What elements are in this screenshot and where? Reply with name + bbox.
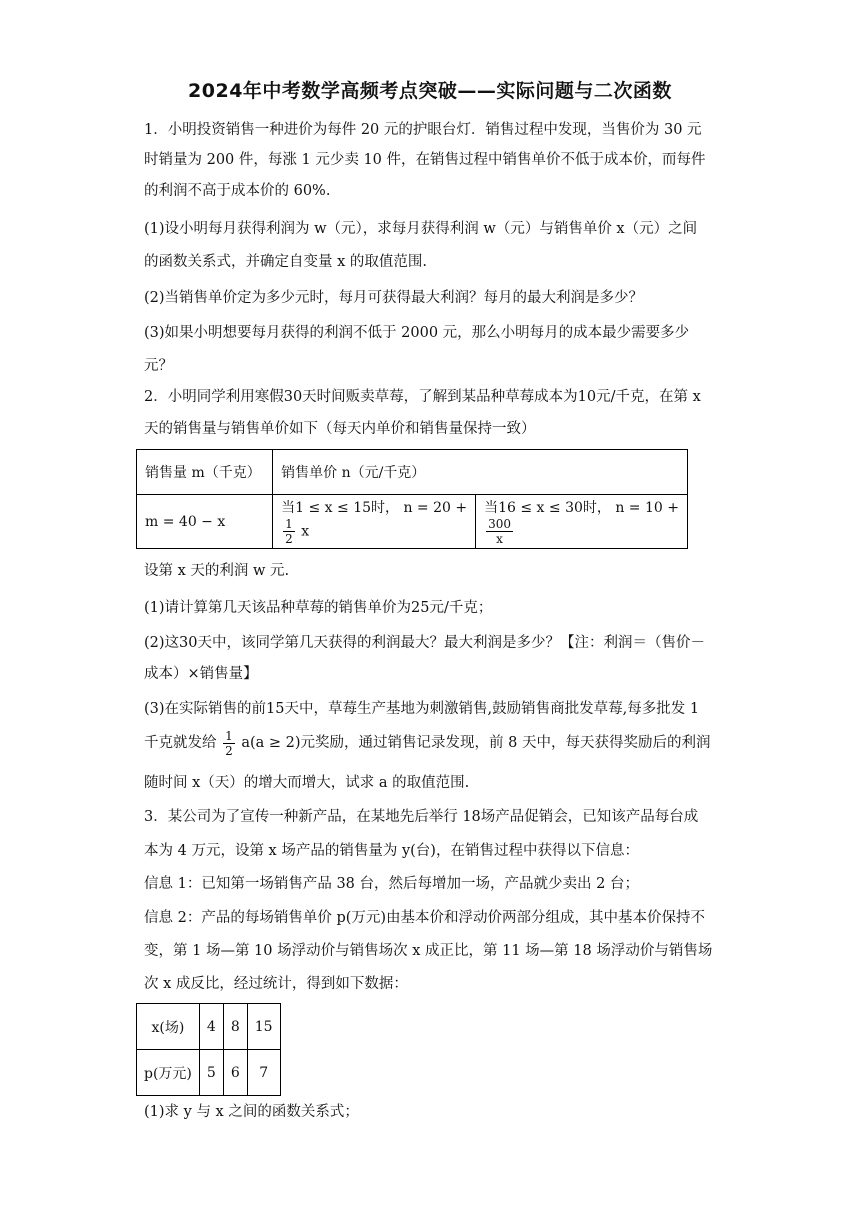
sales-table-quantity-formula: m = 40 − x bbox=[137, 495, 273, 549]
page-title: 2024年中考数学高频考点突破——实际问题与二次函数 bbox=[188, 80, 672, 102]
table-cell: 6 bbox=[223, 1050, 247, 1096]
table-cell: 8 bbox=[223, 1004, 247, 1050]
q2-line1: 2．小明同学利用寒假30天时间贩卖草莓，了解到某品种草莓成本为10元/千克，在第 x bbox=[144, 389, 701, 405]
fraction-one-half-reward bbox=[223, 729, 235, 758]
price-formula-1-var: x bbox=[301, 523, 310, 540]
sales-table-price-formula-2 bbox=[476, 495, 688, 549]
q1-part1-line1: (1)设小明每月获得利润为 w（元），求每月获得利润 w（元）与销售单价 x（元）之间 bbox=[144, 221, 698, 237]
price-table-row-x bbox=[137, 1004, 281, 1050]
table-cell: 4 bbox=[199, 1004, 223, 1050]
sales-table-header-quantity: 销售量 m（千克） bbox=[137, 450, 273, 495]
q3-info2-line3: 次 x 成反比，经过统计，得到如下数据： bbox=[144, 976, 408, 992]
q1-line2: 时销量为 200 件，每涨 1 元少卖 10 件，在销售过程中销售单价不低于成本价，而每件 bbox=[144, 152, 706, 168]
price-table-row-p bbox=[137, 1050, 281, 1096]
q1-line3: 的利润不高于成本价的 60%. bbox=[144, 183, 331, 199]
fraction-one-half bbox=[283, 517, 295, 546]
table-cell: 7 bbox=[247, 1050, 280, 1096]
q3-info2-line2: 变，第 1 场—第 10 场浮动价与销售场次 x 成正比，第 11 场—第 18 场浮动价与销售场 bbox=[144, 943, 713, 959]
sales-table bbox=[136, 449, 688, 549]
q2-part3-line3: 随时间 x（天）的增大而增大，试求 a 的取值范围. bbox=[144, 775, 470, 791]
q2-after-table: 设第 x 天的利润 w 元. bbox=[144, 563, 290, 579]
q3-info2-line1: 信息 2：产品的每场销售单价 p(万元)由基本价和浮动价两部分组成，其中基本价保持不 bbox=[144, 910, 706, 926]
fraction-denominator: 2 bbox=[225, 743, 233, 758]
table-cell: 15 bbox=[247, 1004, 280, 1050]
fraction-denominator: x bbox=[496, 532, 503, 546]
q2-part3-line2 bbox=[144, 728, 719, 758]
q1-part3-line2: 元？ bbox=[144, 358, 173, 374]
q1-part2: (2)当销售单价定为多少元时，每月可获得最大利润？每月的最大利润是多少？ bbox=[144, 290, 644, 306]
price-data-table bbox=[136, 1003, 281, 1096]
fraction-numerator: 1 bbox=[225, 728, 233, 743]
q2-part3-line1: (3)在实际销售的前15天中，草莓生产基地为刺激销售,鼓励销售商批发草莓,每多批发 1 bbox=[144, 701, 700, 717]
q3-line2: 本为 4 万元，设第 x 场产品的销售量为 y(台)，在销售过程中获得以下信息： bbox=[144, 843, 639, 859]
table-cell: x(场) bbox=[137, 1004, 200, 1050]
q2-part3-line2-end: a(a ≥ 2)元奖励，通过销售记录发现，前 8 天中，每天获得奖励后的利润 bbox=[241, 735, 711, 751]
q1-part1-line2: 的函数关系式，并确定自变量 x 的取值范围. bbox=[144, 254, 428, 270]
q1-part3-line1: (3)如果小明想要每月获得的利润不低于 2000 元，那么小明每月的成本最少需要多少 bbox=[144, 325, 690, 341]
fraction-300-over-x bbox=[486, 517, 513, 546]
fraction-numerator: 1 bbox=[285, 517, 293, 531]
q1-line1: 1．小明投资销售一种进价为每件 20 元的护眼台灯．销售过程中发现，当售价为 30 元 bbox=[144, 122, 702, 138]
q2-part2-line2: 成本）×销售量】 bbox=[144, 666, 258, 682]
q2-line2: 天的销售量与销售单价如下（每天内单价和销售量保持一致） bbox=[144, 421, 536, 437]
price-formula-1-text: 当1 ≤ x ≤ 15时， n = 20 + bbox=[281, 500, 468, 516]
sales-table-row bbox=[137, 495, 688, 549]
table-cell: p(万元) bbox=[137, 1050, 200, 1096]
sales-table-header-row bbox=[137, 450, 688, 495]
q2-part2-line1: (2)这30天中，该同学第几天获得的利润最大？最大利润是多少？【注：利润＝（售价－ bbox=[144, 635, 705, 651]
sales-table-header-price: 销售单价 n（元/千克） bbox=[273, 450, 688, 495]
q3-line1: 3．某公司为了宣传一种新产品，在某地先后举行 18场产品促销会，已知该产品每台成 bbox=[144, 809, 699, 825]
sales-table-price-formula-1 bbox=[273, 495, 476, 549]
price-formula-2-text: 当16 ≤ x ≤ 30时， n = 10 + bbox=[484, 500, 679, 516]
table-cell: 5 bbox=[199, 1050, 223, 1096]
q3-info1: 信息 1：已知第一场销售产品 38 台，然后每增加一场，产品就少卖出 2 台； bbox=[144, 876, 639, 892]
q2-part3-line2-start: 千克就发给 bbox=[144, 735, 217, 751]
fraction-numerator: 300 bbox=[488, 517, 512, 531]
q2-part1: (1)请计算第几天该品种草莓的销售单价为25元/千克； bbox=[144, 600, 493, 616]
fraction-denominator: 2 bbox=[285, 532, 293, 546]
q3-part1: (1)求 y 与 x 之间的函数关系式； bbox=[144, 1104, 359, 1120]
